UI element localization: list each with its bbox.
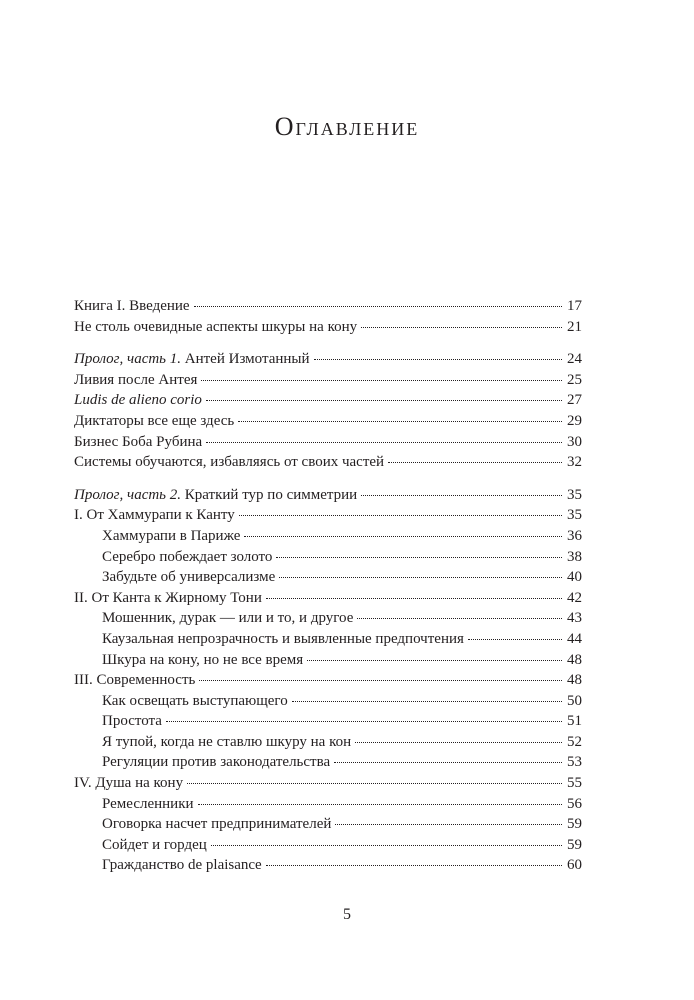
toc-entry-prefix: Пролог, часть 2. xyxy=(74,486,182,503)
toc-entry-page: 59 xyxy=(567,836,582,853)
toc-entry-title xyxy=(102,732,351,753)
toc-entry-title xyxy=(102,650,303,671)
toc-entry-page: 52 xyxy=(567,733,582,750)
toc-entry-text: Книга I. Введение xyxy=(74,298,190,314)
toc-entry xyxy=(74,608,582,629)
toc-entry-title xyxy=(102,567,275,588)
toc-entry-title xyxy=(74,485,357,506)
toc-entry-page: 35 xyxy=(567,486,582,503)
dot-leader xyxy=(314,358,562,360)
toc-entry xyxy=(74,711,582,732)
toc-entry-text: Краткий тур по симметрии xyxy=(181,486,358,503)
dot-leader xyxy=(187,782,562,784)
toc-entry-text: Гражданство de plaisance xyxy=(102,857,262,874)
toc-entry xyxy=(74,296,582,317)
toc-entry-title xyxy=(102,547,272,568)
dot-leader xyxy=(206,399,562,401)
toc-entry-title xyxy=(74,296,190,317)
toc-entry-text: III. Современность xyxy=(74,672,196,689)
dot-leader xyxy=(206,441,562,443)
toc-entry-title xyxy=(102,711,162,732)
page-number: 5 xyxy=(343,906,351,923)
toc-entry-page: 56 xyxy=(567,795,582,812)
toc-entry xyxy=(74,835,582,856)
toc-entry-page: 48 xyxy=(567,651,582,668)
dot-leader xyxy=(357,617,562,619)
toc-entry xyxy=(74,794,582,815)
toc-entry-title xyxy=(102,608,353,629)
toc-entry xyxy=(74,370,582,391)
dot-leader xyxy=(266,597,562,599)
toc-entry-page: 44 xyxy=(567,630,582,647)
toc-entry xyxy=(74,317,582,338)
dot-leader xyxy=(239,514,562,516)
toc-entry xyxy=(74,691,582,712)
toc-entry-text: Регуляции против законодательства xyxy=(102,754,331,771)
toc-title: Оглавление xyxy=(274,112,420,141)
dot-leader xyxy=(361,326,562,328)
toc-entry-title xyxy=(102,752,330,773)
toc-entry-page: 53 xyxy=(567,754,582,771)
toc-entry xyxy=(74,432,582,453)
toc-entry xyxy=(74,526,582,547)
table-of-contents xyxy=(74,296,582,876)
toc-entry-page: 38 xyxy=(567,548,582,565)
toc-entry xyxy=(74,452,582,473)
toc-entry-text: Диктаторы все еще здесь xyxy=(74,412,235,429)
toc-entry-text: Ремесленники xyxy=(102,795,194,812)
dot-leader xyxy=(166,720,562,722)
toc-entry-text: Шкура на кону, но не все время xyxy=(102,651,304,668)
toc-entry-title xyxy=(74,370,197,391)
toc-entry-title xyxy=(74,505,235,526)
toc-entry-title xyxy=(74,317,357,338)
toc-entry-page: 50 xyxy=(567,692,582,709)
toc-entry xyxy=(74,814,582,835)
toc-entry-title xyxy=(102,855,262,876)
toc-entry xyxy=(74,752,582,773)
toc-entry-title xyxy=(74,349,310,370)
toc-entry-page: 32 xyxy=(567,454,582,471)
toc-entry-text: Сойдет и гордец xyxy=(102,836,207,853)
toc-entry-page: 27 xyxy=(567,392,582,409)
toc-entry-text: Мошенник, дурак — или и то, и другое xyxy=(102,610,354,627)
toc-entry xyxy=(74,629,582,650)
toc-entry-text: Оговорка насчет предпринимателей xyxy=(102,816,332,833)
toc-entry-title xyxy=(74,773,183,794)
toc-entry-page: 30 xyxy=(567,433,582,450)
toc-entry-text: II. От Канта к Жирному Тони xyxy=(74,589,262,606)
dot-leader xyxy=(244,535,562,537)
toc-entry-title xyxy=(102,691,288,712)
dot-leader xyxy=(355,741,562,743)
toc-entry-page: 51 xyxy=(567,713,582,730)
toc-entry xyxy=(74,485,582,506)
toc-entry-page: 24 xyxy=(567,351,582,368)
toc-entry-title xyxy=(74,390,202,411)
toc-entry xyxy=(74,390,582,411)
dot-leader xyxy=(388,461,562,463)
toc-entry-page: 25 xyxy=(567,371,582,388)
toc-entry xyxy=(74,411,582,432)
toc-entry-title xyxy=(74,670,195,691)
toc-entry-page: 29 xyxy=(567,412,582,429)
dot-leader xyxy=(266,864,562,866)
toc-entry-page: 43 xyxy=(567,610,582,627)
toc-entry-title xyxy=(74,411,234,432)
toc-entry-title xyxy=(74,432,202,453)
dot-leader xyxy=(468,638,562,640)
toc-entry-text: Простота xyxy=(102,713,162,730)
toc-entry-page: 48 xyxy=(567,672,582,689)
dot-leader xyxy=(199,679,562,681)
toc-entry xyxy=(74,547,582,568)
toc-entry-text: Не столь очевидные аспекты шкуры на кону xyxy=(74,318,358,335)
toc-entry-page: 17 xyxy=(567,298,582,314)
toc-entry-text: Хаммурапи в Париже xyxy=(102,527,241,544)
toc-entry-title xyxy=(102,794,194,815)
dot-leader xyxy=(238,420,562,422)
toc-entry-title xyxy=(102,629,464,650)
toc-entry xyxy=(74,650,582,671)
toc-entry-title xyxy=(74,452,384,473)
toc-entry xyxy=(74,732,582,753)
toc-entry-text: Антей Измотанный xyxy=(181,351,310,368)
toc-entry-title xyxy=(74,588,262,609)
toc-entry xyxy=(74,773,582,794)
toc-entry xyxy=(74,349,582,370)
toc-entry-prefix: Ludis de alieno corio xyxy=(74,392,202,409)
toc-entry-text: Бизнес Боба Рубина xyxy=(74,433,203,450)
toc-entry-text: I. От Хаммурапи к Канту xyxy=(74,507,235,524)
toc-entry-page: 59 xyxy=(567,816,582,833)
toc-entry-text: Я тупой, когда не ставлю шкуру на кон xyxy=(102,733,352,750)
toc-entry-page: 55 xyxy=(567,775,582,792)
dot-leader xyxy=(307,659,562,661)
dot-leader xyxy=(201,379,562,381)
dot-leader xyxy=(292,700,562,702)
toc-entry xyxy=(74,567,582,588)
dot-leader xyxy=(194,305,562,307)
toc-entry-text: Как освещать выступающего xyxy=(102,692,288,709)
toc-entry-text: Забудьте об универсализме xyxy=(102,569,276,586)
dot-leader xyxy=(276,556,562,558)
toc-entry-text: Каузальная непрозрачность и выявленные предпочтения xyxy=(102,630,464,647)
toc-entry-page: 35 xyxy=(567,507,582,524)
dot-leader xyxy=(334,761,562,763)
toc-entry-page: 21 xyxy=(567,318,582,335)
toc-entry xyxy=(74,588,582,609)
toc-entry-page: 36 xyxy=(567,527,582,544)
toc-entry-page: 60 xyxy=(567,857,582,874)
toc-entry-text: IV. Душа на кону xyxy=(74,775,184,792)
dot-leader xyxy=(335,823,562,825)
toc-entry-prefix: Пролог, часть 1. xyxy=(74,351,182,368)
dot-leader xyxy=(361,494,562,496)
dot-leader xyxy=(279,576,562,578)
dot-leader xyxy=(211,844,562,846)
toc-entry-title xyxy=(102,526,240,547)
toc-entry xyxy=(74,670,582,691)
toc-entry-text: Серебро побеждает золото xyxy=(102,548,273,565)
toc-entry-title xyxy=(102,814,331,835)
dot-leader xyxy=(198,803,562,805)
toc-entry-page: 42 xyxy=(567,589,582,606)
toc-entry-title xyxy=(102,835,207,856)
toc-entry xyxy=(74,505,582,526)
toc-entry-text: Ливия после Антея xyxy=(74,371,198,388)
toc-entry xyxy=(74,855,582,876)
toc-entry-text: Системы обучаются, избавляясь от своих частей xyxy=(74,454,385,471)
toc-entry-page: 40 xyxy=(567,569,582,586)
